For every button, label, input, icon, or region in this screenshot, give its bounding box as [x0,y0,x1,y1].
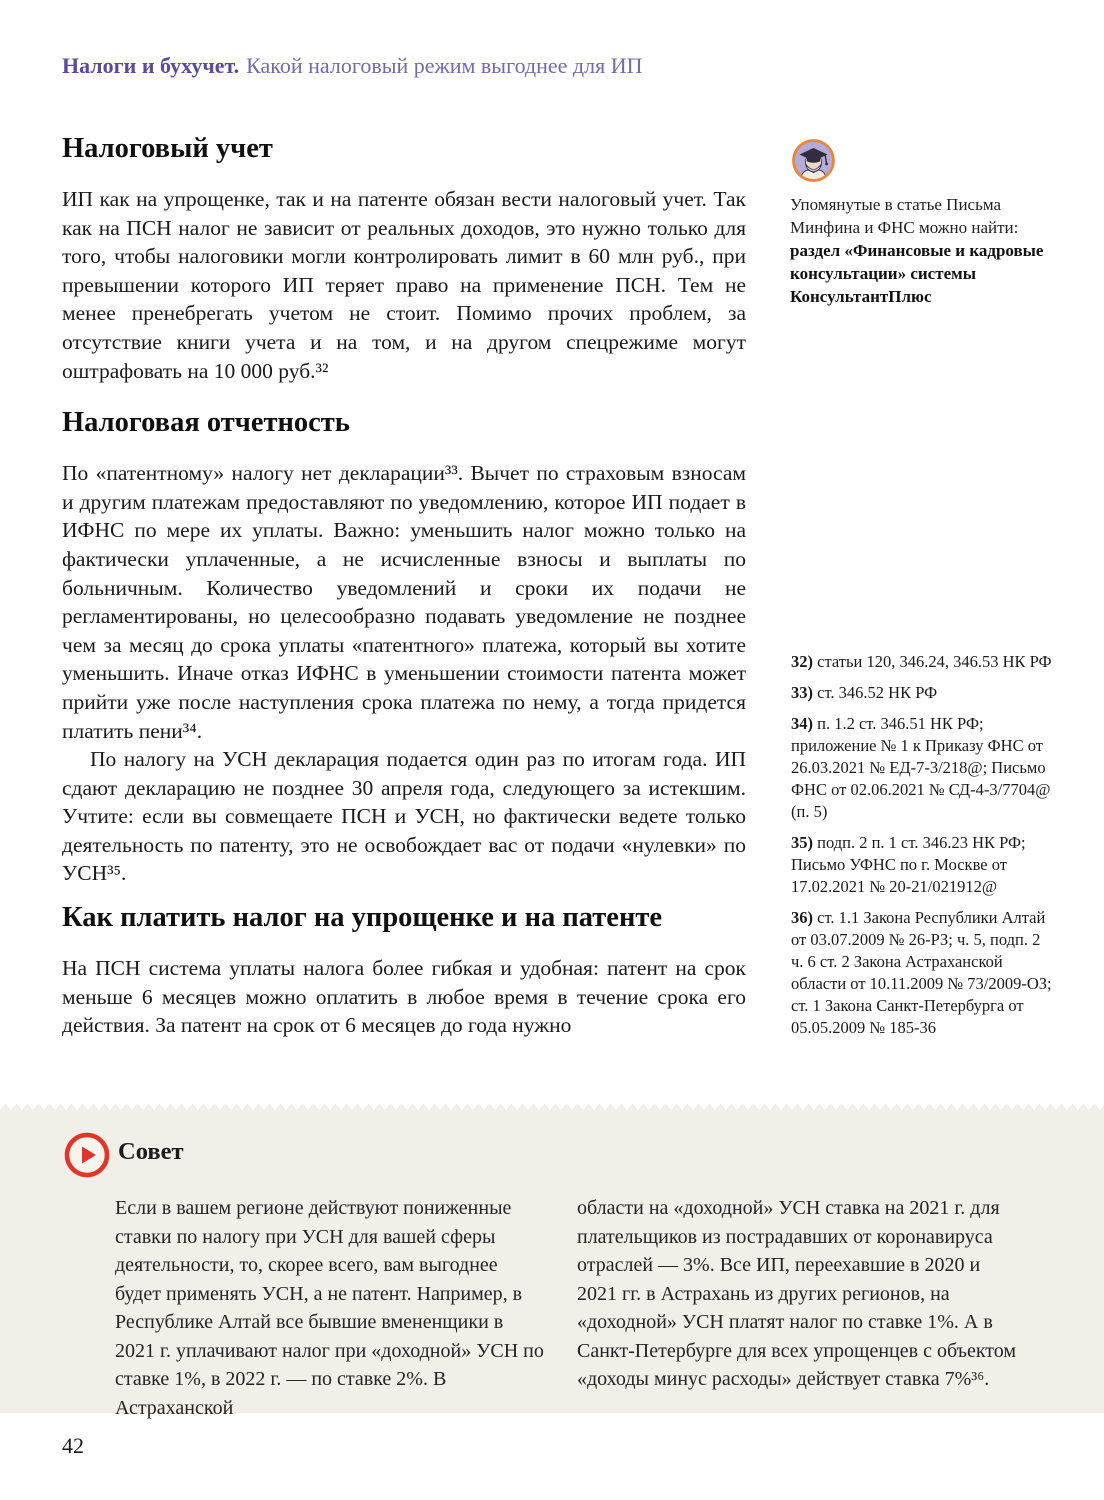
running-head [62,52,643,80]
magazine-section-title: Налоги и бухучет. [62,53,240,78]
consultant-note [790,137,1046,308]
section-tax-accounting [62,133,746,385]
footnote-number: 35) [791,833,813,852]
footnote [791,713,1053,823]
footnote-text: ст. 1.1 Закона Республики Алтай от 03.07.2009 № 26-РЗ; ч. 5, подп. 2 ч. 6 ст. 2 Закона Астраханской области от 10.11.2009 № 73/2009-ОЗ; ст. 1 Закона Санкт-Петербурга от 05.05.2009 № 185-36 [791,908,1052,1037]
footnotes-block [791,651,1053,1048]
footnote-number: 33) [791,683,813,702]
footnote [791,832,1053,898]
tip-column-right: области на «доходной» УСН ставка на 2021 г. для плательщиков из пострадавших от коронавируса отраслей — 3%. Все ИП, переехавшие в 2020 и 2021 гг. в Астрахань из других регионов, на «доходной» УСН платят налог по ставке 1%. А в Санкт-Петербурге для всех упрощенцев с объектом «доходы минус расходы» действует ставка 7%³⁶. [577,1197,1017,1390]
play-icon [64,1132,110,1178]
section-heading: Налоговый учет [62,133,273,164]
footnote-text: ст. 346.52 НК РФ [817,683,938,702]
article-body [62,133,746,1040]
paragraph: По «патентному» налогу нет декларации³³. Вычет по страховым взносам и другим платежам предоставляют по уведомлению, которое ИП подает в ИФНС по мере их уплаты. Важно: уменьшить налог можно только на фактически уплаченные, а не исчисленные взносы и выплаты по больничным. Количество уведомлений и сроки их подачи не регламентированы, но целесообразно подавать уведомление не позднее чем за месяц до срока уплаты «патентного» платежа, который вы хотите уменьшить. Иначе отказ ИФНС в уменьшении стоимости патента может прийти уже после наступления срока платежа по нему, а тогда придется платить пени³⁴. [62,461,746,743]
footnote-number: 32) [791,652,813,671]
footnote-number: 34) [791,714,813,733]
footnote [791,682,1053,704]
tip-body [0,1110,1104,1419]
paragraph: На ПСН система уплаты налога более гибкая и удобная: патент на срок меньше 6 месяцев можно оплатить в любое время в течение срока его действия. За патент на срок от 6 месяцев до года нужно [62,956,746,1038]
professor-avatar-icon [790,137,837,184]
article-title: Какой налоговый режим выгоднее для ИП [246,53,643,78]
footnote-number: 36) [791,908,813,927]
footnote [791,907,1053,1039]
footnote-text: п. 1.2 ст. 346.51 НК РФ; приложение № 1 к Приказу ФНС от 26.03.2021 № ЕД-7-3/218@; Письмо ФНС от 02.06.2021 № СД-4-3/7704@ (п. 5) [791,714,1051,821]
section-heading: Налоговая отчетность [62,407,350,439]
consultant-plus-link[interactable]: раздел «Финансовые и кадровые консультации» системы КонсультантПлюс [790,241,1044,306]
tip-columns [115,1194,1025,1422]
section-how-to-pay [62,902,746,1040]
paragraph: По налогу на УСН декларация подается один раз по итогам года. ИП сдают декларацию не позднее 30 апреля года, следующего за истекшим. Учтите: если вы совмещаете ПСН и УСН, но фактически ведете только деятельность по патенту, это не освобождает вас от подачи «нулевки» по УСН³⁵. [62,747,746,886]
paragraph: ИП как на упрощенке, так и на патенте обязан вести налоговый учет. Так как на ПСН налог не зависит от реальных доходов, это нужно только для того, чтобы налоговики могли контролировать лимит в 60 млн руб., при превышении которого ИП теряет право на применение ПСН. Тем не менее пренебрегать учетом не стоит. Помимо прочих проблем, за отсутствие книги учета и на том, и на другом спецрежиме могут оштрафовать на 10 000 руб.³² [62,187,746,383]
tip-column-left: Если в вашем регионе действуют пониженные ставки по налогу при УСН для вашей сферы деятельности, то, скорее всего, вам выгоднее будет применять УСН, а не патент. Например, в Республике Алтай все бывшие вмененщики в 2021 г. уплачивают налог при «доходной» УСН по ставке 1%, в 2022 г. — по ставке 2%. В Астраханской [115,1197,544,1419]
footnote-text: подп. 2 п. 1 ст. 346.23 НК РФ; Письмо УФНС по г. Москве от 17.02.2021 № 20-21/021912@ [791,833,1026,896]
section-tax-reporting [62,407,746,888]
tip-label: Совет [118,1138,184,1165]
footnote-text: статьи 120, 346.24, 346.53 НК РФ [817,652,1052,671]
torn-edge-decoration [0,1103,1104,1110]
tip-band [0,1103,1104,1419]
page-number: 42 [62,1433,84,1458]
footnote [791,651,1053,673]
consultant-note-intro: Упомянутые в статье Письма Минфина и ФНС можно найти: [790,195,1019,237]
section-heading: Как платить налог на упрощенке и на патенте [62,902,663,934]
